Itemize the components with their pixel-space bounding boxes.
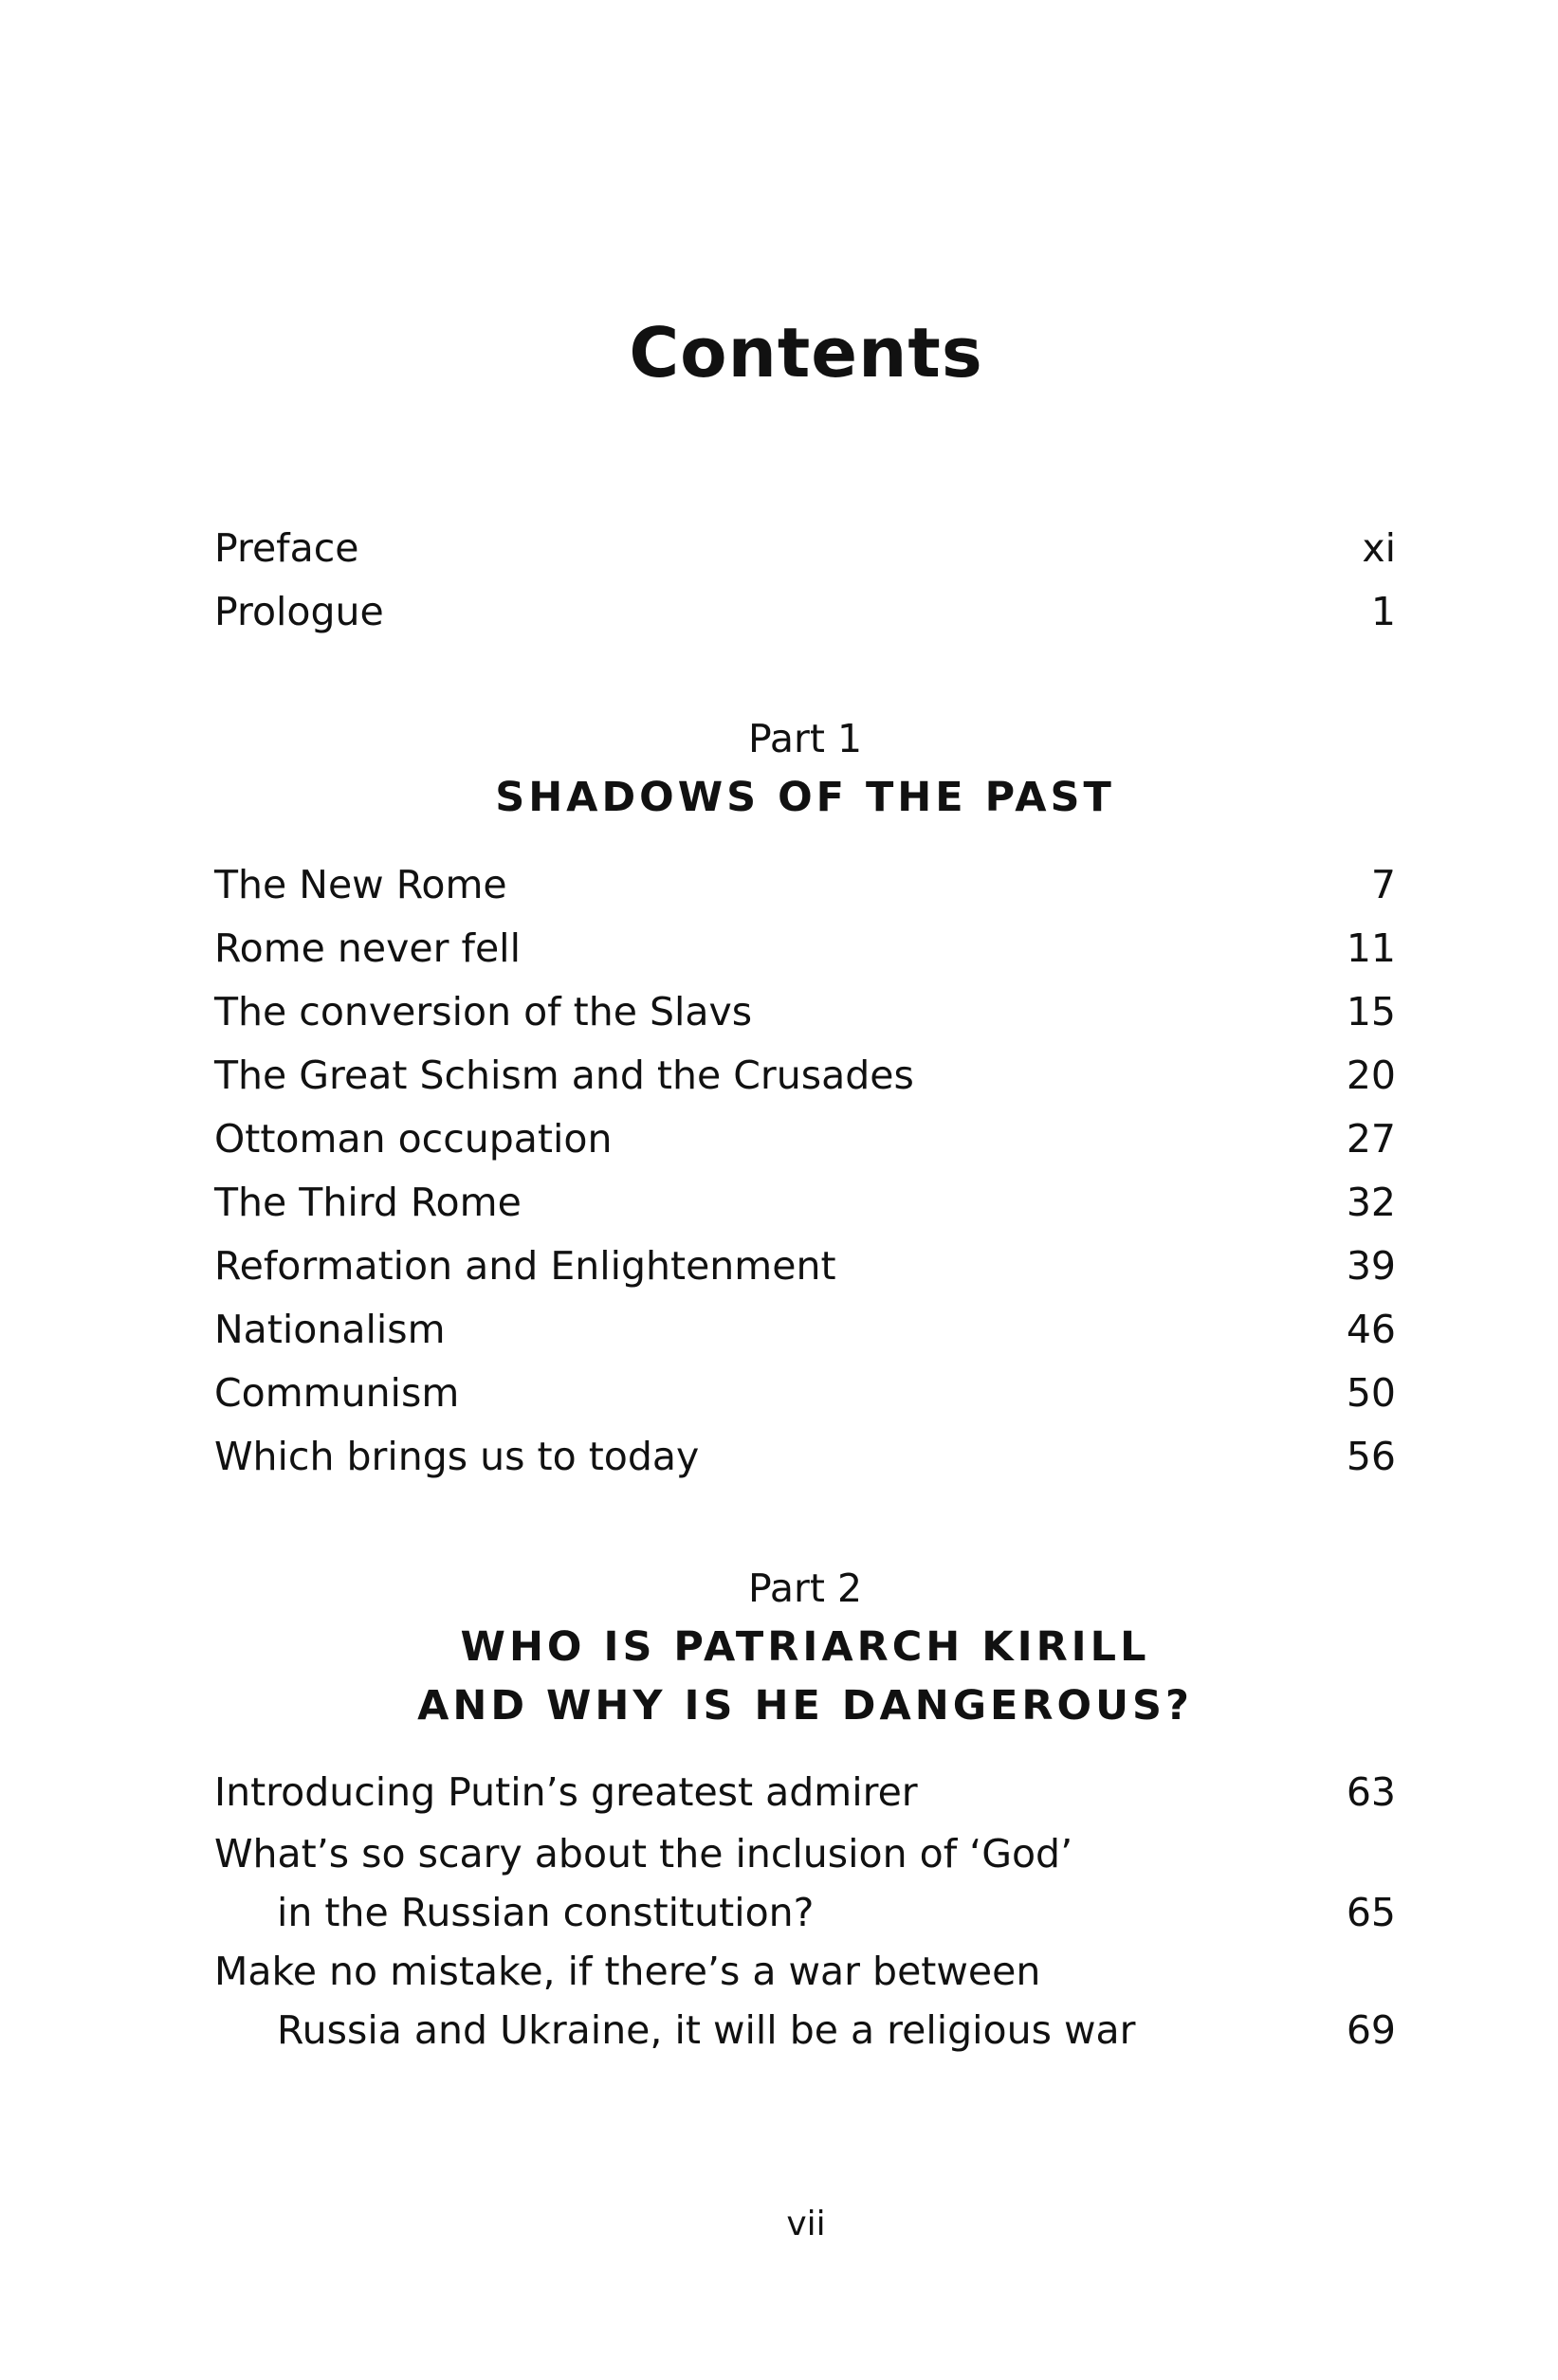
toc-entry-line-2 <box>214 1883 1396 1942</box>
toc-entry-label: Rome never fell <box>214 925 521 971</box>
toc-entry-page: 50 <box>1346 1370 1396 1416</box>
toc-entry-label: The Great Schism and the Crusades <box>214 1053 914 1098</box>
toc-entry-page: 56 <box>1346 1434 1396 1479</box>
page-title: Contents <box>629 313 983 393</box>
toc-entry-page: 1 <box>1370 589 1396 634</box>
toc-entry[interactable] <box>214 1824 1396 1942</box>
toc-entry-page: 46 <box>1346 1307 1396 1352</box>
toc-entry-page: xi <box>1362 525 1396 571</box>
toc-entry[interactable] <box>214 580 1396 644</box>
toc-entry-page: 11 <box>1346 925 1396 971</box>
toc-entry-label: The New Rome <box>214 862 507 907</box>
part-title: SHADOWS OF THE PAST <box>495 774 1115 821</box>
part-number: Part 2 <box>747 1565 863 1611</box>
part-1-list <box>214 853 1396 1489</box>
toc-entry-label: Which brings us to today <box>214 1434 700 1479</box>
toc-entry[interactable] <box>214 1362 1396 1425</box>
toc-entry-label-line-1: Make no mistake, if there’s a war between <box>214 1949 1041 1994</box>
toc-entry[interactable] <box>214 1298 1396 1362</box>
toc-entry-label: Ottoman occupation <box>214 1116 613 1162</box>
toc-entry[interactable] <box>214 1108 1396 1171</box>
toc-entry-label: Introducing Putin’s greatest admirer <box>214 1769 918 1815</box>
toc-entry[interactable] <box>214 1761 1396 1824</box>
toc-entry-page: 7 <box>1370 862 1396 907</box>
part-2-heading <box>214 1559 1396 1735</box>
toc-entry[interactable] <box>214 1942 1396 2060</box>
part-title-line-1: WHO IS PATRIARCH KIRILL <box>460 1623 1150 1671</box>
toc-entry-line-2 <box>214 2001 1396 2060</box>
toc-entry-line-1 <box>214 1942 1396 2001</box>
toc-entry[interactable] <box>214 853 1396 917</box>
toc-entry[interactable] <box>214 517 1396 580</box>
part-number: Part 1 <box>747 716 863 761</box>
part-title-line-2: AND WHY IS HE DANGEROUS? <box>417 1682 1193 1730</box>
toc-entry-label: Reformation and Enlightenment <box>214 1243 836 1289</box>
toc-entry-page: 32 <box>1346 1180 1396 1225</box>
page-number-footer: vii <box>786 2205 826 2243</box>
toc-entry-label-line-1: What’s so scary about the inclusion of ‘God’ <box>214 1831 1073 1877</box>
toc-entry-label: The Third Rome <box>214 1180 522 1225</box>
toc-entry[interactable] <box>214 980 1396 1044</box>
toc-entry-page: 20 <box>1346 1053 1396 1098</box>
toc-entry-label: Nationalism <box>214 1307 446 1352</box>
toc-entry-page: 69 <box>1346 2007 1396 2053</box>
toc-entry-label: Prologue <box>214 589 384 634</box>
toc-entry[interactable] <box>214 1171 1396 1235</box>
toc-entry-page: 65 <box>1346 1890 1396 1935</box>
toc-entry-page: 39 <box>1346 1243 1396 1289</box>
front-matter-list <box>214 517 1396 644</box>
toc-entry-label: The conversion of the Slavs <box>214 989 753 1034</box>
toc-entry-label-line-2: in the Russian constitution? <box>277 1890 815 1935</box>
toc-entry-label: Preface <box>214 525 359 571</box>
toc-entry-label: Communism <box>214 1370 460 1416</box>
part-1-heading <box>214 709 1396 827</box>
toc-entry[interactable] <box>214 1425 1396 1489</box>
toc-entry-page: 15 <box>1346 989 1396 1034</box>
toc-entry[interactable] <box>214 1044 1396 1108</box>
toc-entry-line-1 <box>214 1824 1396 1883</box>
toc-entry-page: 63 <box>1346 1769 1396 1815</box>
part-2-list <box>214 1761 1396 2060</box>
toc-entry[interactable] <box>214 1235 1396 1298</box>
toc-entry[interactable] <box>214 917 1396 980</box>
toc-entry-label-line-2: Russia and Ukraine, it will be a religious war <box>277 2007 1136 2053</box>
toc-entry-page: 27 <box>1346 1116 1396 1162</box>
